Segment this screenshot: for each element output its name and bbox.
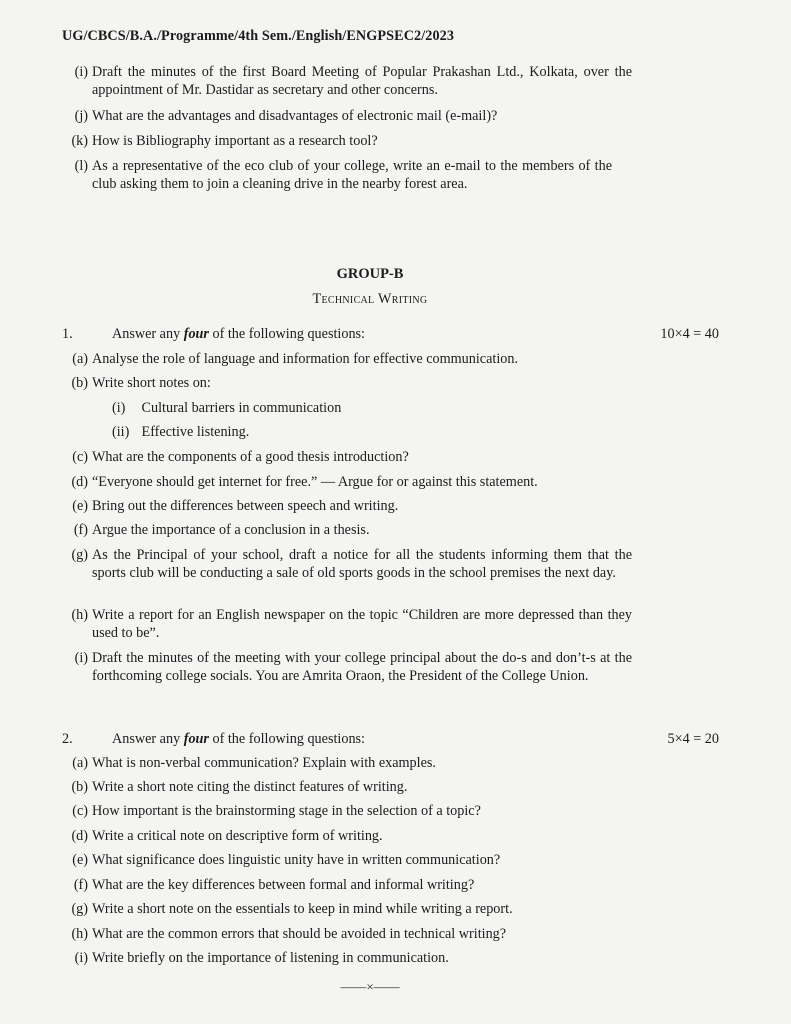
question-text: Write a short note on the essentials to keep in mind while writing a report.: [92, 901, 513, 917]
question-text: Write short notes on:: [92, 375, 211, 391]
question-text: Argue the importance of a conclusion in a thesis.: [92, 522, 370, 538]
question-text: Draft the minutes of the first Board Meeting of Popular Prakashan Ltd., Kolkata, over the appointment of Mr. Dastidar as secretary and other concerns.: [92, 64, 632, 98]
question-label: (a): [72, 755, 88, 771]
group-title: GROUP-B: [336, 266, 404, 282]
q2-number: 2.: [62, 731, 73, 747]
question-label: (e): [72, 498, 88, 514]
question-label: (h): [71, 926, 88, 942]
question-text: What significance does linguistic unity have in written communication?: [92, 852, 501, 868]
q2-marks: 5×4 = 20: [667, 731, 719, 747]
end-mark-text: ——×——: [340, 979, 400, 994]
question-text: Write briefly on the importance of listening in communication.: [92, 950, 449, 966]
question-text: Write a critical note on descriptive form of writing.: [92, 828, 383, 844]
question-label: (e): [72, 852, 88, 868]
instruction-text: of the following questions:: [208, 731, 366, 747]
q1-marks: 10×4 = 40: [660, 326, 719, 342]
q1-b-sub-i: [112, 400, 341, 417]
question-text: Analyse the role of language and information for effective communication.: [92, 351, 518, 367]
instruction-emphasis: four: [183, 326, 209, 342]
end-mark: [0, 979, 740, 995]
sub-text: Cultural barriers in communication: [141, 400, 342, 416]
question-label: (b): [71, 375, 88, 391]
question-text: Write a short note citing the distinct features of writing.: [92, 779, 408, 795]
question-text: “Everyone should get internet for free.” — Argue for or against this statement.: [92, 474, 538, 490]
sub-label: (i): [112, 400, 126, 416]
instruction-text: of the following questions:: [208, 326, 366, 342]
question-text: How is Bibliography important as a research tool?: [92, 133, 378, 149]
q1-b-sub-ii: [112, 424, 249, 441]
q2-instruction: [112, 731, 365, 748]
question-label: (f): [73, 522, 88, 538]
question-label: (i): [74, 64, 88, 80]
question-label: (f): [73, 877, 88, 893]
question-label: (c): [72, 449, 88, 465]
question-label: (c): [72, 803, 88, 819]
question-text: Bring out the differences between speech and writing.: [92, 498, 399, 514]
question-text: Write a report for an English newspaper on the topic “Children are more depressed than they used to be”.: [92, 607, 632, 641]
question-label: (d): [71, 828, 88, 844]
question-text: What is non-verbal communication? Explain with examples.: [92, 755, 436, 771]
sub-label: (ii): [112, 424, 130, 440]
question-label: (g): [71, 547, 88, 563]
question-text: As the Principal of your school, draft a notice for all the students informing them that the sports club will be conducting a sale of old sports goods in the school premises the next day.: [92, 547, 632, 581]
question-label: (j): [74, 108, 88, 124]
sub-text: Effective listening.: [141, 424, 250, 440]
question-label: (g): [71, 901, 88, 917]
question-text: As a representative of the eco club of your college, write an e-mail to the members of the club asking them to join a cleaning drive in the nearby forest area.: [92, 158, 612, 192]
question-text: What are the common errors that should be avoided in technical writing?: [92, 926, 507, 942]
question-label: (i): [74, 650, 88, 666]
q1-instruction: [112, 326, 365, 343]
instruction-text: Answer any: [112, 326, 184, 342]
q1-number: 1.: [62, 326, 73, 342]
question-text: What are the advantages and disadvantages of electronic mail (e-mail)?: [92, 108, 498, 124]
question-label: (a): [72, 351, 88, 367]
question-text: What are the key differences between formal and informal writing?: [92, 877, 475, 893]
page-header: UG/CBCS/B.A./Programme/4th Sem./English/ENGPSEC2/2023: [62, 28, 455, 44]
instruction-emphasis: four: [183, 731, 209, 747]
question-label: (k): [71, 133, 88, 149]
question-text: What are the components of a good thesis introduction?: [92, 449, 409, 465]
question-label: (h): [71, 607, 88, 623]
instruction-text: Answer any: [112, 731, 184, 747]
section-title: Technical Writing: [312, 291, 428, 307]
question-label: (i): [74, 950, 88, 966]
question-label: (b): [71, 779, 88, 795]
question-label: (d): [71, 474, 88, 490]
question-text: How important is the brainstorming stage in the selection of a topic?: [92, 803, 481, 819]
question-text: Draft the minutes of the meeting with your college principal about the do-s and don’t-s at the forthcoming college socials. You are Amrita Oraon, the President of the College Union.: [92, 650, 632, 684]
question-label: (l): [74, 158, 88, 174]
